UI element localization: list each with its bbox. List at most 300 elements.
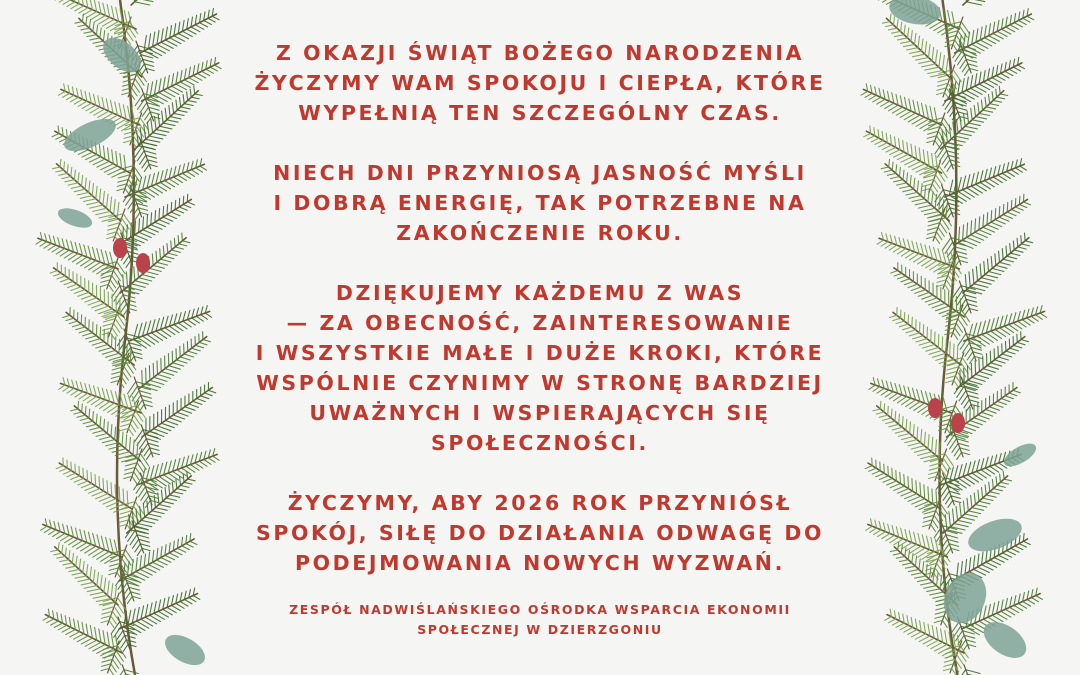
pine-needle (904, 44, 915, 46)
pine-needle (178, 175, 187, 180)
pine-needle (184, 69, 186, 80)
greeting-line: SPOŁECZNOŚCI. (431, 431, 649, 455)
pine-needle (54, 623, 62, 627)
pine-needle (115, 427, 116, 440)
pine-needle (193, 401, 202, 404)
pine-needle (937, 83, 948, 86)
pine-needle (146, 368, 147, 383)
pine-needle (1007, 212, 1016, 216)
pine-needle (143, 217, 144, 230)
pine-needle (119, 487, 120, 502)
pine-needle (156, 251, 157, 262)
pine-needle (84, 31, 93, 33)
pine-needle (81, 295, 92, 299)
pine-needle (110, 539, 114, 554)
pine-needle (925, 298, 937, 302)
pine-needle (188, 100, 197, 102)
pine-needle (964, 635, 975, 638)
pine-needle (121, 419, 132, 422)
pine-needle (195, 345, 203, 348)
greeting-paragraph (225, 38, 855, 128)
pine-needle (167, 244, 168, 254)
pine-needle (905, 494, 917, 499)
pine-needle (167, 205, 168, 215)
pine-needle (1025, 241, 1033, 243)
pine-needle (163, 501, 174, 504)
pine-needle (965, 275, 966, 290)
pine-needle (918, 36, 920, 48)
pine-needle (924, 432, 925, 446)
pine-needle (1007, 172, 1015, 177)
pine-needle (151, 225, 162, 230)
pine-needle (150, 82, 153, 97)
pine-needle (878, 532, 886, 537)
pine-needle (989, 272, 1001, 275)
pine-needle (900, 472, 901, 483)
pine-needle (900, 186, 910, 188)
pine-needle (968, 511, 980, 514)
pine-needle (1006, 351, 1015, 354)
pine-needle (894, 152, 904, 157)
pine-needle (919, 342, 931, 346)
pine-needle (981, 278, 994, 281)
pine-needle (171, 241, 172, 250)
pine-needle (156, 130, 169, 133)
pine-needle (137, 203, 148, 206)
pine-needle (109, 446, 122, 449)
pine-needle (93, 264, 105, 272)
pine-needle (1019, 21, 1027, 25)
pine-needle (976, 117, 987, 119)
pine-needle (192, 348, 201, 351)
pine-needle (973, 269, 974, 284)
pine-needle (967, 498, 968, 511)
pine-needle (946, 548, 951, 555)
pine-needle (169, 543, 170, 553)
pine-needle (174, 238, 175, 247)
pine-needle (97, 535, 100, 548)
pine-needle (116, 670, 124, 675)
pine-needle (119, 339, 120, 353)
pine-needle (1031, 316, 1038, 321)
pine-needle (187, 92, 188, 101)
pine-needle (958, 177, 961, 191)
pine-needle (120, 153, 122, 168)
pine-needle (989, 24, 991, 36)
pine-needle (125, 592, 131, 600)
pine-needle (947, 371, 958, 374)
pine-needle (150, 268, 162, 271)
pine-needle (900, 625, 909, 630)
pine-needle (89, 409, 90, 418)
pine-needle (163, 207, 164, 218)
pine-needle (974, 493, 975, 505)
pine-needle (56, 136, 63, 140)
pine-needle (922, 103, 925, 117)
pine-needle (161, 29, 163, 42)
greeting-line: — ZA OBECNOŚĆ, ZAINTERESOWANIE (286, 311, 794, 335)
pine-needle (963, 225, 964, 240)
pine-needle (1005, 71, 1013, 75)
pine-needle (143, 230, 155, 235)
pine-needle (169, 418, 181, 422)
pine-needle (83, 468, 84, 478)
pine-needle (143, 59, 154, 62)
pine-needle (128, 610, 131, 625)
pine-needle (904, 25, 905, 35)
pine-needle (195, 25, 204, 30)
pine-needle (151, 498, 152, 511)
pine-needle (92, 342, 104, 346)
pine-needle (1005, 396, 1013, 399)
pine-needle (143, 322, 147, 336)
pine-needle (152, 550, 153, 562)
pine-needle (132, 476, 137, 483)
pine-needle (972, 120, 983, 122)
pine-needle (1003, 259, 1013, 262)
pine-needle (136, 558, 138, 572)
pine-needle (1015, 546, 1023, 550)
pine-needle (922, 295, 933, 299)
pine-needle (946, 496, 952, 504)
pine-needle (109, 668, 114, 675)
pine-needle (912, 479, 913, 492)
pine-needle (889, 315, 896, 317)
pine-needle (146, 84, 149, 99)
pine-needle (118, 175, 130, 178)
pine-needle (883, 478, 892, 482)
pine-needle (911, 446, 924, 449)
pine-needle (1013, 390, 1020, 393)
pine-needle (165, 27, 167, 40)
pine-needle (187, 320, 195, 325)
pine-needle (87, 424, 97, 427)
pine-needle (196, 168, 203, 172)
pine-needle (934, 23, 947, 30)
pine-branch-illustration (855, 0, 1050, 675)
pine-needle (63, 563, 72, 565)
pine-needle (165, 108, 166, 120)
pine-needle (966, 391, 978, 394)
pine-needle (100, 28, 101, 38)
pine-needle (962, 64, 967, 72)
pine-needle (159, 505, 170, 508)
pine-needle (913, 54, 925, 57)
pine-needle (53, 167, 61, 169)
pine-needle (67, 388, 74, 393)
pine-needle (974, 106, 975, 117)
pine-needle (895, 412, 896, 422)
pine-needle (968, 395, 979, 398)
pine-needle (95, 475, 96, 487)
pine-needle (118, 179, 129, 182)
pine-needle (948, 10, 951, 25)
pine-needle (131, 347, 142, 350)
pine-needle (64, 162, 65, 170)
pine-needle (62, 177, 71, 179)
pine-needle (78, 292, 89, 296)
pine-needle (921, 582, 933, 585)
pine-needle (908, 284, 918, 287)
pine-needle (1017, 238, 1018, 247)
pine-needle (181, 107, 190, 109)
pine-needle (995, 209, 996, 220)
pine-needle (200, 23, 208, 27)
pine-needle (82, 176, 83, 187)
pine-needle (66, 630, 75, 635)
pine-needle (873, 387, 880, 392)
pine-needle (161, 558, 171, 563)
pine-needle (967, 175, 970, 188)
eucalyptus-leaf (55, 204, 94, 231)
pine-needle (936, 356, 950, 360)
pine-needle (978, 490, 979, 501)
pine-needle (154, 80, 156, 94)
pine-needle (959, 465, 963, 479)
pine-needle (175, 210, 184, 214)
pine-needle (908, 477, 909, 489)
pine-needle (966, 77, 968, 90)
eucalyptus-leaf (160, 629, 210, 672)
pine-needle (67, 460, 68, 468)
pine-needle (899, 414, 900, 424)
pine-needle (130, 347, 131, 363)
pine-needle (165, 369, 177, 373)
pine-needle (935, 194, 937, 208)
pine-needle (93, 41, 103, 43)
pine-needle (982, 321, 986, 335)
pine-needle (948, 539, 959, 542)
pine-needle (956, 251, 967, 254)
pine-needle (998, 175, 1007, 180)
pine-needle (59, 173, 67, 175)
pine-needle (985, 485, 986, 495)
rosehip-berry (113, 238, 127, 258)
pine-needle (924, 586, 937, 589)
greeting-line: I WSZYSTKIE MAŁE I DUŻE KROKI, KTÓRE (255, 341, 825, 365)
pine-needle (135, 2, 150, 5)
pine-needle (897, 20, 898, 29)
pine-needle (56, 170, 64, 172)
pine-needle (912, 553, 913, 563)
eucalyptus-leaf (977, 615, 1032, 665)
pine-needle (979, 372, 992, 376)
pine-needle (982, 552, 983, 565)
pine-needle (928, 215, 943, 218)
pine-needle (125, 463, 137, 466)
pine-needle (873, 97, 881, 102)
pine-needle (983, 71, 985, 82)
pine-needle (938, 249, 942, 263)
pine-needle (144, 448, 150, 456)
pine-needle (946, 202, 948, 217)
pine-needle (63, 93, 70, 97)
pine-needle (971, 221, 972, 235)
pine-needle (202, 71, 210, 75)
pine-needle (988, 80, 998, 85)
pine-needle (116, 8, 119, 22)
pine-needle (990, 407, 1000, 411)
pine-needle (928, 189, 929, 202)
pine-needle (103, 323, 114, 326)
pine-needle (142, 143, 157, 146)
pine-twig (963, 0, 1026, 5)
pine-needle (158, 426, 171, 431)
pine-needle (119, 455, 134, 459)
pine-needle (135, 281, 149, 285)
pine-needle (991, 211, 992, 223)
pine-needle (911, 144, 912, 157)
pine-needle (990, 560, 1001, 565)
pine-needle (901, 491, 913, 496)
pine-needle (927, 327, 928, 339)
pine-needle (134, 267, 135, 281)
pine-needle (959, 36, 961, 51)
pine-needle (167, 120, 178, 122)
pine-needle (187, 472, 188, 480)
pine-needle (968, 366, 969, 381)
pine-needle (972, 377, 985, 381)
pine-needle (186, 544, 193, 548)
pine-needle (957, 347, 958, 363)
pine-needle (78, 101, 87, 106)
pine-needle (74, 189, 85, 192)
pine-needle (178, 22, 180, 34)
pine-needle (997, 485, 1006, 487)
pine-needle (898, 433, 909, 436)
pine-needle (934, 108, 937, 123)
pine-needle (162, 423, 175, 427)
left-pine-garland (30, 0, 230, 675)
pine-needle (877, 240, 883, 244)
pine-needle (888, 466, 889, 476)
pine-needle (111, 100, 114, 113)
pine-needle (986, 107, 995, 109)
pine-needle (52, 247, 60, 252)
pine-needle (960, 371, 961, 387)
pine-needle (86, 564, 87, 576)
pine-needle (928, 624, 930, 636)
pine-needle (141, 606, 144, 619)
pine-needle (163, 246, 164, 256)
pine-needle (1007, 551, 1016, 555)
pine-needle (915, 33, 916, 44)
pine-needle (145, 604, 148, 617)
pine-needle (96, 212, 110, 215)
pine-needle (152, 254, 153, 266)
pine-needle (144, 151, 156, 154)
pine-needle (991, 363, 1002, 366)
pine-needle (876, 412, 884, 414)
pine-needle (993, 22, 995, 34)
pine-needle (901, 41, 911, 43)
pine-needle (976, 267, 977, 281)
pine-needle (1019, 544, 1026, 548)
pine-needle (115, 337, 116, 351)
pine-needle (907, 173, 908, 183)
pine-needle (56, 466, 63, 469)
pine-needle (85, 178, 86, 189)
pine-needle (935, 440, 936, 455)
pine-needle (895, 430, 906, 433)
pine-needle (147, 175, 150, 188)
pine-needle (987, 213, 988, 225)
pine-needle (974, 284, 988, 288)
pine-needle (991, 222, 1002, 226)
pine-needle (79, 559, 80, 570)
pine-needle (176, 72, 178, 84)
pine-needle (138, 0, 153, 2)
pine-needle (132, 88, 138, 96)
pine-needle (183, 196, 184, 204)
pine-needle (182, 241, 190, 243)
pine-needle (74, 412, 82, 414)
greeting-line: ŻYCZYMY, ABY 2026 ROK PRZYNIÓSŁ (287, 491, 793, 515)
pine-needle (60, 560, 69, 562)
pine-needle (983, 110, 993, 112)
pine-needle (879, 476, 888, 480)
pine-needle (103, 631, 105, 645)
pine-needle (102, 607, 114, 610)
pine-needle (917, 427, 918, 440)
pine-needle (177, 489, 186, 491)
pine-needle (66, 566, 76, 568)
pine-needle (110, 563, 121, 566)
pine-needle (898, 38, 908, 40)
pine-needle (90, 205, 103, 208)
pine-needle (956, 506, 958, 520)
pine-needle (56, 249, 64, 255)
pine-needle (171, 212, 180, 216)
eucalyptus-leaf (1000, 439, 1039, 471)
pine-needle (966, 299, 977, 302)
pine-needle (958, 80, 960, 94)
pine-needle (93, 595, 107, 598)
pine-needle (166, 498, 176, 500)
pine-needle (58, 542, 59, 550)
pine-needle (206, 69, 214, 73)
pine-needle (48, 245, 56, 250)
pine-needle (980, 27, 982, 40)
pine-needle (888, 406, 889, 415)
signature-line: SPOŁECZNEJ W DZIERZGONIU (417, 622, 663, 637)
pine-needle (181, 410, 192, 414)
pine-needle (922, 39, 924, 51)
greeting-paragraph (225, 488, 855, 578)
pine-needle (976, 505, 987, 508)
pine-needle (1010, 607, 1019, 612)
pine-needle (928, 487, 929, 502)
pine-needle (869, 468, 877, 471)
pine-needle (141, 520, 155, 523)
rosehip-berry (136, 253, 150, 273)
pine-needle (187, 29, 196, 34)
pine-needle (965, 126, 977, 129)
pine-needle (148, 443, 159, 446)
pine-needle (89, 339, 100, 342)
pine-needle (141, 395, 152, 398)
pine-needle (946, 323, 957, 326)
pine-needle (971, 496, 972, 508)
pine-needle (142, 275, 155, 278)
greeting-line: ZAKOŃCZENIE ROKU. (396, 221, 684, 245)
pine-needle (131, 284, 145, 288)
right-pine-garland (855, 0, 1050, 675)
pine-needle (175, 247, 183, 249)
pine-needle (895, 35, 905, 37)
pine-needle (997, 401, 1006, 404)
pine-needle (108, 332, 109, 345)
